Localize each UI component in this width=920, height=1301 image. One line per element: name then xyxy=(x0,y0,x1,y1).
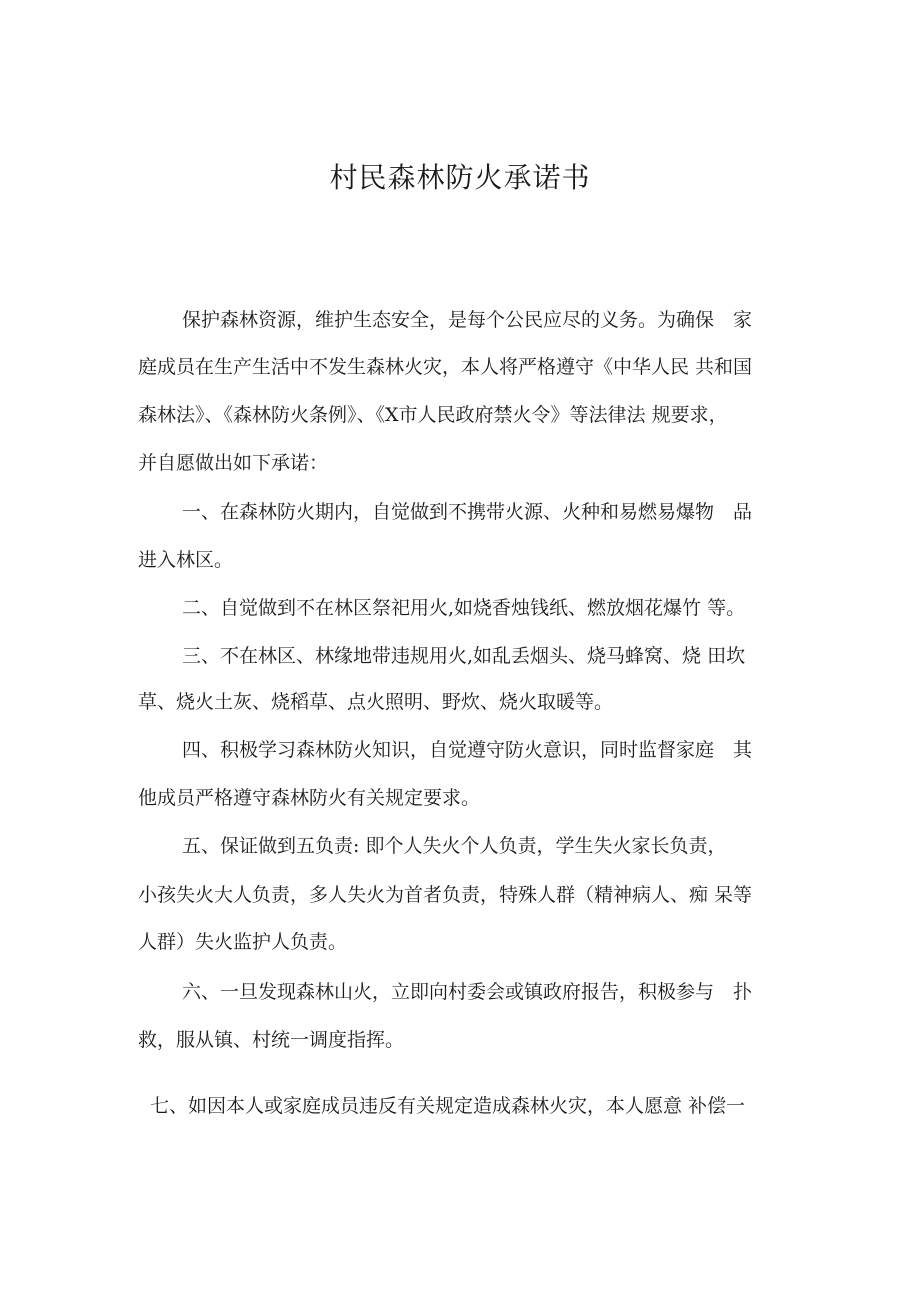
text-line: 三、不在林区、林缘地带违规用火,如乱丢烟头、烧马蜂窝、烧 田坎 xyxy=(182,645,746,667)
text-line: 小孩失火大人负责，多人失火为首者负责，特殊人群（精神病人、痴 呆等 xyxy=(138,884,753,906)
text-line: 保护森林资源，维护生态安全，是每个公民应尽的义务。为确保 家 xyxy=(182,309,753,331)
text-line: 进入林区。 xyxy=(138,549,234,571)
text-line: 六、一旦发现森林山火，立即向村委会或镇政府报告，积极参与 扑 xyxy=(182,981,753,1003)
text-line: 人群）失火监护人负责。 xyxy=(138,931,348,953)
text-line: 二、自觉做到不在林区祭祀用火,如烧香烛钱纸、燃放烟花爆竹 等。 xyxy=(182,597,746,619)
text-line: 七、如因本人或家庭成员违反有关规定造成森林火灾，本人愿意 补偿一 xyxy=(150,1095,746,1117)
text-line: 救，服从镇、村统一调度指挥。 xyxy=(138,1029,405,1051)
document-title: 村民森林防火承诺书 xyxy=(329,161,591,194)
text-line: 草、烧火土灰、烧稻草、点火照明、野炊、烧火取暖等。 xyxy=(138,691,614,713)
text-line: 一、在森林防火期内，自觉做到不携带火源、火种和易燃易爆物 品 xyxy=(182,501,753,523)
text-line: 并自愿做出如下承诺： xyxy=(138,452,329,474)
text-line: 他成员严格遵守森林防火有关规定要求。 xyxy=(138,787,481,809)
text-line: 五、保证做到五负责: 即个人失火个人负责，学生失火家长负责， xyxy=(182,835,727,857)
text-line: 森林法》、《森林防火条例》、《X市人民政府禁火令》等法律法 规要求， xyxy=(138,404,728,426)
text-line: 庭成员在生产生活中不发生森林火灾，本人将严格遵守《中华人民 共和国 xyxy=(138,356,753,378)
text-line: 四、积极学习森林防火知识，自觉遵守防火意识，同时监督家庭 其 xyxy=(182,739,753,761)
